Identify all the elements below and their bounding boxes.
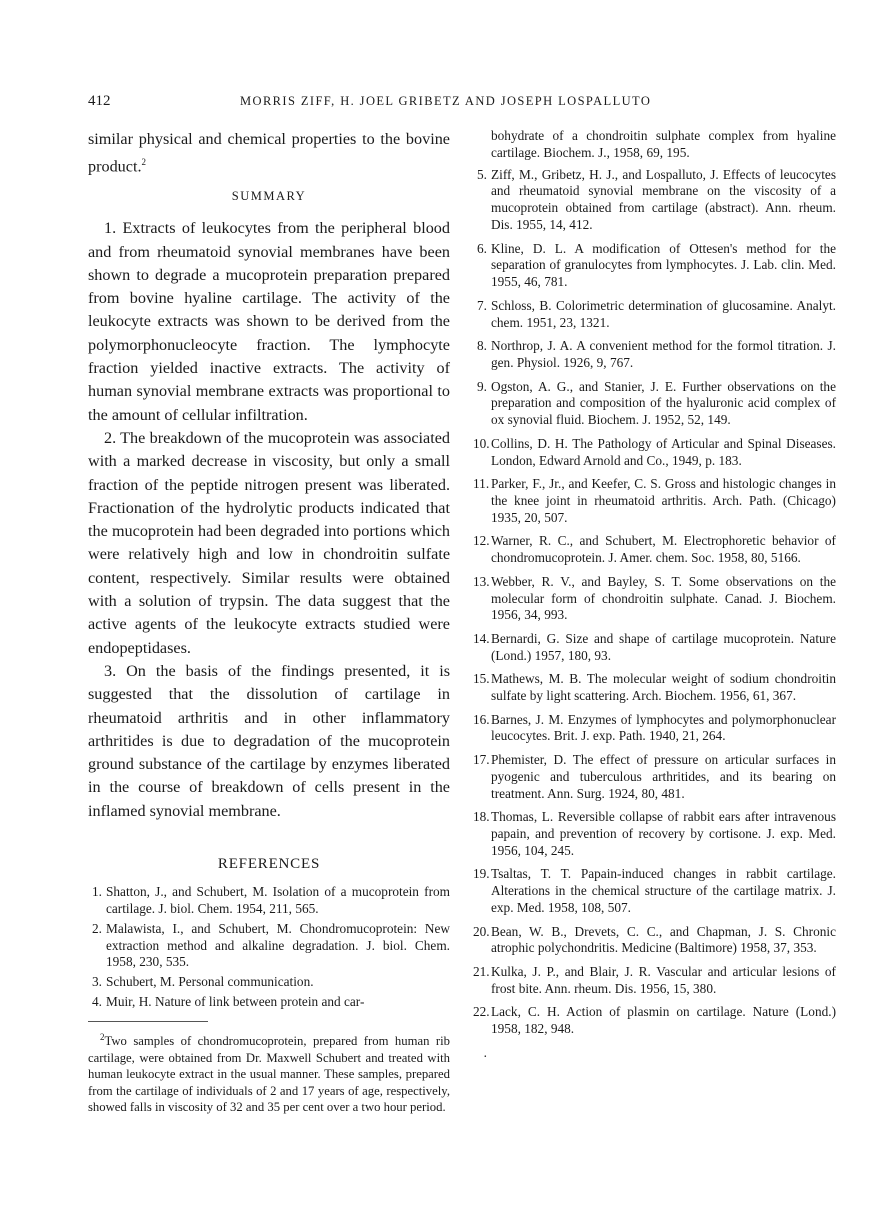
summary-point-2: 2. The breakdown of the mucoprotein was associated with a marked decrease in viscosity, but only a small fraction of the peptide nitrogen present was liberated. Fractionation of the hydrolytic products indicated that the mucoprotein had been degraded into portions which were relatively high and low in chondroitin sulfate content, respectively. Similar results were obtained with a solution of trypsin. The data suggest that the active agents of the leukocyte extracts studied were endopeptidases.	[88, 428, 450, 657]
references-list-right	[473, 167, 836, 1038]
footnote-divider	[88, 1021, 208, 1022]
reference-item: 9 . Ogston, A. G., and Stanier, J. E. Further observations on the preparation and composition of the hyaluronic acid complex of ox synovial fluid. Biochem. J. 1952, 52, 149.	[473, 379, 836, 429]
reference-item: 4 . Muir, H. Nature of link between protein and car-	[88, 994, 450, 1011]
reference-item: 18 . Thomas, L. Reversible collapse of rabbit ears after intravenous papain, and prevention of recovery by cortisone. J. exp. Med. 1956, 104, 245.	[473, 809, 836, 859]
intro-paragraph: similar physical and chemical properties to the bovine product.$^2$	[88, 130, 450, 176]
reference-item: 3 . Schubert, M. Personal communication.	[88, 974, 450, 991]
footnote-ref: 2	[141, 157, 146, 168]
reference-item: 17 . Phemister, D. The effect of pressure on articular surfaces in pyogenic and tuberculous arthritides, and its bearing on treatment. Ann. Surg. 1924, 80, 481.	[473, 752, 836, 802]
references-list-left	[88, 884, 450, 1011]
reference-item: 12 . Warner, R. C., and Schubert, M. Electrophoretic behavior of chondromucoprotein. J. Amer. chem. Soc. 1958, 80, 5166.	[473, 533, 836, 567]
reference-continuation: bohydrate of a chondroitin sulphate complex from hyaline cartilage. Biochem. J., 1958, 69, 195.	[491, 128, 836, 160]
reference-item: 2 . Malawista, I., and Schubert, M. Chondromucoprotein: New extraction method and alkaline degradation. J. biol. Chem. 1958, 230, 535.	[88, 921, 450, 971]
references-heading: REFERENCES	[217, 856, 321, 872]
reference-item: 22 . Lack, C. H. Action of plasmin on cartilage. Nature (Lond.) 1958, 182, 948.	[473, 1004, 836, 1038]
page-number: 412	[88, 93, 111, 109]
running-header	[88, 93, 840, 115]
footnote: $^2$Two samples of chondromucoprotein, prepared from human rib cartilage, were obtained from Dr. Maxwell Schubert and treated with human leukocyte extract in the usual manner. These samples, prepared from the cartilage of individuals of 2 and 17 years of age, respectively, showed falls in viscosity of 32 and 35 per cent over a two hour period.	[88, 1031, 450, 1115]
summary-point-1: 1. Extracts of leukocytes from the peripheral blood and from rheumatoid synovial membranes have been shown to degrade a mucoprotein preparation prepared from bovine hyaline cartilage. The activity of the leukocyte extracts was shown to be derived from the polymorphonucleocyte fraction. The lymphocyte fraction yielded inactive extracts. The activity of human synovial membrane extracts was proportional to the amount of cellular infiltration.	[88, 219, 450, 424]
reference-item: 1 . Shatton, J., and Schubert, M. Isolation of a mucoprotein from cartilage. J. biol. Chem. 1954, 211, 565.	[88, 884, 450, 918]
left-column	[88, 128, 450, 1116]
reference-item: 15 . Mathews, M. B. The molecular weight of sodium chondroitin sulfate by light scattering. Arch. Biochem. 1956, 61, 367.	[473, 671, 836, 705]
reference-item: 5 . Ziff, M., Gribetz, H. J., and Lospalluto, J. Effects of leucocytes and rheumatoid synovial membrane on the viscosity of a mucoprotein obtained from cartilage (abstract). Ann. rheum. Dis. 1955, 14, 412.	[473, 167, 836, 234]
reference-item: 10 . Collins, D. H. The Pathology of Articular and Spinal Diseases. London, Edward Arnold and Co., 1949, p. 183.	[473, 436, 836, 470]
reference-item: 13 . Webber, R. V., and Bayley, S. T. Some observations on the molecular form of chondroitin sulphate. Canad. J. Biochem. 1956, 34, 993.	[473, 574, 836, 624]
right-column	[473, 128, 836, 1045]
summary-heading: SUMMARY	[231, 188, 307, 203]
reference-item: 20 . Bean, W. B., Drevets, C. C., and Chapman, J. S. Chronic atrophic polychondritis. Medicine (Baltimore) 1958, 37, 353.	[473, 924, 836, 958]
reference-item: 11 . Parker, F., Jr., and Keefer, C. S. Gross and histologic changes in the knee joint in rheumatoid arthritis. Arch. Path. (Chicago) 1935, 20, 507.	[473, 476, 836, 526]
reference-item: 7 . Schloss, B. Colorimetric determination of glucosamine. Analyt. chem. 1951, 23, 1321.	[473, 298, 836, 332]
footnote-mark: 2	[100, 1031, 105, 1042]
reference-item: 19 . Tsaltas, T. T. Papain-induced changes in rabbit cartilage. Alterations in the chemical structure of the cartilage matrix. J. exp. Med. 1958, 108, 507.	[473, 866, 836, 916]
summary-point-3: 3. On the basis of the findings presented, it is suggested that the dissolution of cartilage in rheumatoid arthritis and in other inflammatory arthritides is due to degradation of the mucoprotein ground substance of the cartilage by enzymes liberated in the course of breakdown of cells present in the inflamed synovial membrane.	[88, 661, 450, 820]
reference-item: 21 . Kulka, J. P., and Blair, J. R. Vascular and articular lesions of frost bite. Ann. rheum. Dis. 1956, 15, 380.	[473, 964, 836, 998]
reference-item: 14 . Bernardi, G. Size and shape of cartilage mucoprotein. Nature (Lond.) 1957, 180, 93.	[473, 631, 836, 665]
reference-item: 8 . Northrop, J. A. A convenient method for the formol titration. J. gen. Physiol. 1926, 9, 767.	[473, 338, 836, 372]
reference-item: 6 . Kline, D. L. A modification of Ottesen's method for the separation of granulocytes from lymphocytes. J. Lab. clin. Med. 1955, 46, 781.	[473, 241, 836, 291]
reference-item: 16 . Barnes, J. M. Enzymes of lymphocytes and polymorphonuclear leucocytes. Brit. J. exp. Path. 1940, 21, 264.	[473, 712, 836, 746]
running-head-authors: MORRIS ZIFF, H. JOEL GRIBETZ AND JOSEPH LOSPALLUTO	[240, 94, 652, 108]
